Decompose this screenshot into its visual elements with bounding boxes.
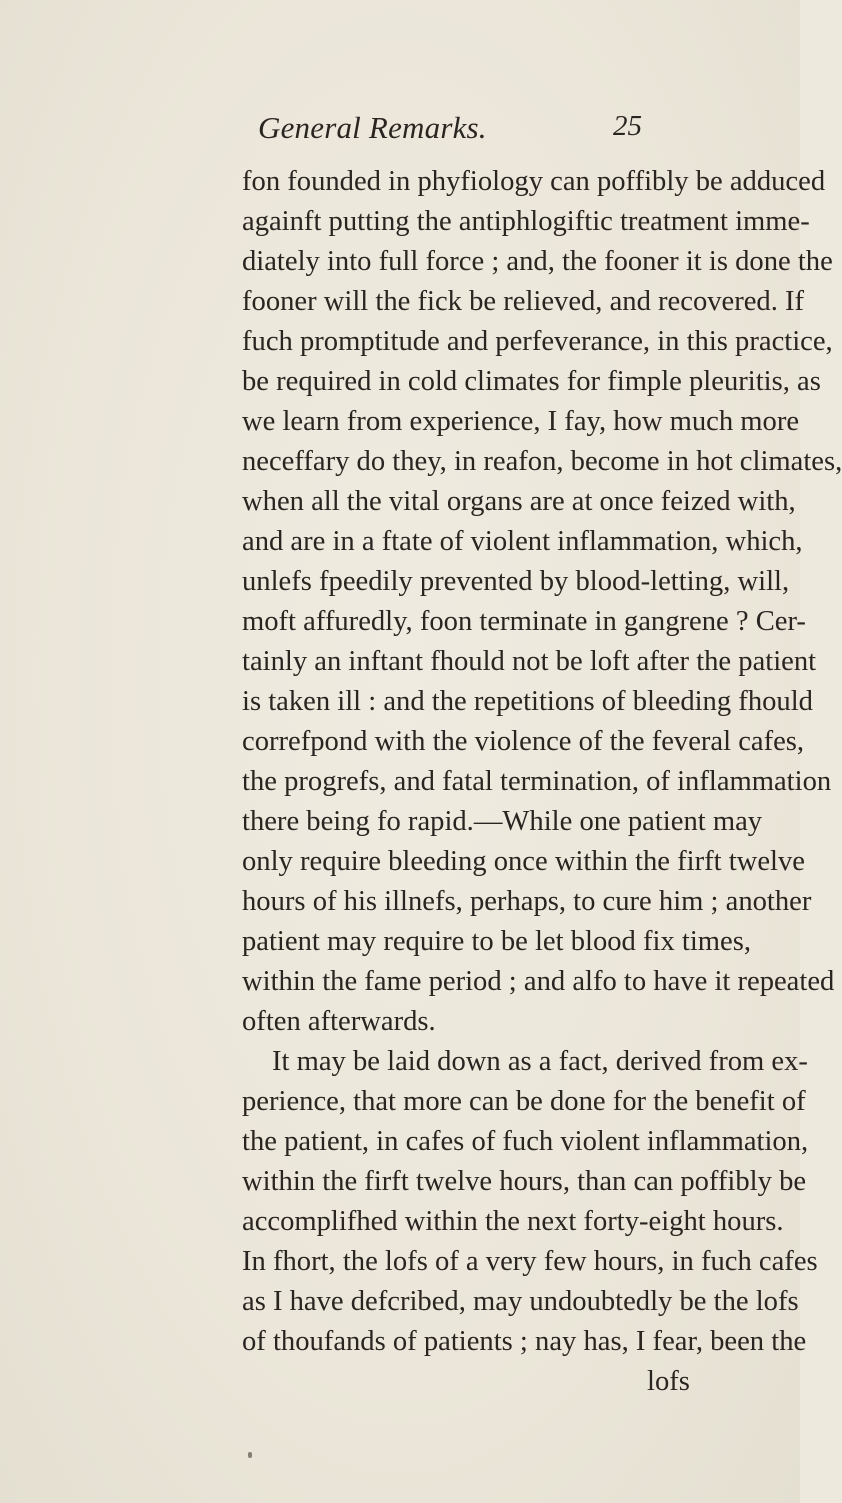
running-head xyxy=(258,110,658,150)
text-line: and are in a ftate of violent inflammation, which, xyxy=(242,526,803,557)
text-line: when all the vital organs are at once feized with, xyxy=(242,486,796,517)
text-line: is taken ill : and the repetitions of bleeding fhould xyxy=(242,686,813,717)
text-line: correfpond with the violence of the feveral cafes, xyxy=(242,726,805,757)
text-line: within the fame period ; and alfo to have it repeated xyxy=(242,966,835,997)
body-text xyxy=(0,162,842,1422)
text-line: patient may require to be let blood fix times, xyxy=(242,926,751,957)
text-line: fooner will the fick be relieved, and recovered. If xyxy=(242,286,805,317)
text-line: as I have defcribed, may undoubtedly be the lofs xyxy=(242,1286,799,1317)
text-line: the progrefs, and fatal termination, of inflammation xyxy=(242,766,832,797)
page-number: 25 xyxy=(613,110,642,142)
catchword: lofs xyxy=(647,1366,690,1397)
text-line: neceffary do they, in reafon, become in hot climates, xyxy=(242,446,842,477)
ink-speck xyxy=(248,1452,252,1458)
text-line: In fhort, the lofs of a very few hours, in fuch cafes xyxy=(242,1246,818,1277)
text-line: there being fo rapid.—While one patient may xyxy=(242,806,763,837)
text-line: It may be laid down as a fact, derived from ex- xyxy=(272,1046,808,1077)
text-line: we learn from experience, I fay, how much more xyxy=(242,406,800,437)
text-line: diately into full force ; and, the fooner it is done the xyxy=(242,246,833,277)
text-line: often afterwards. xyxy=(242,1006,436,1037)
text-line: moft affuredly, foon terminate in gangrene ? Cer- xyxy=(242,606,806,637)
text-line: accomplifhed within the next forty-eight hours. xyxy=(242,1206,784,1237)
text-line: tainly an inftant fhould not be loft after the patient xyxy=(242,646,817,677)
text-line: of thoufands of patients ; nay has, I fear, been the xyxy=(242,1326,807,1357)
text-line: fuch promptitude and perfeverance, in this practice, xyxy=(242,326,833,357)
text-line: be required in cold climates for fimple pleuritis, as xyxy=(242,366,821,397)
running-title: General Remarks. xyxy=(258,110,487,145)
text-line: fon founded in phyfiology can poffibly be adduced xyxy=(242,166,826,197)
text-line: the patient, in cafes of fuch violent inflammation, xyxy=(242,1126,809,1157)
text-line: hours of his illnefs, perhaps, to cure him ; another xyxy=(242,886,812,917)
text-line: only require bleeding once within the firft twelve xyxy=(242,846,805,877)
text-line: unlefs fpeedily prevented by blood-letting, will, xyxy=(242,566,790,597)
text-line: againft putting the antiphlogiftic treatment imme- xyxy=(242,206,810,237)
text-line: perience, that more can be done for the benefit of xyxy=(242,1086,806,1117)
text-line: within the firft twelve hours, than can poffibly be xyxy=(242,1166,807,1197)
